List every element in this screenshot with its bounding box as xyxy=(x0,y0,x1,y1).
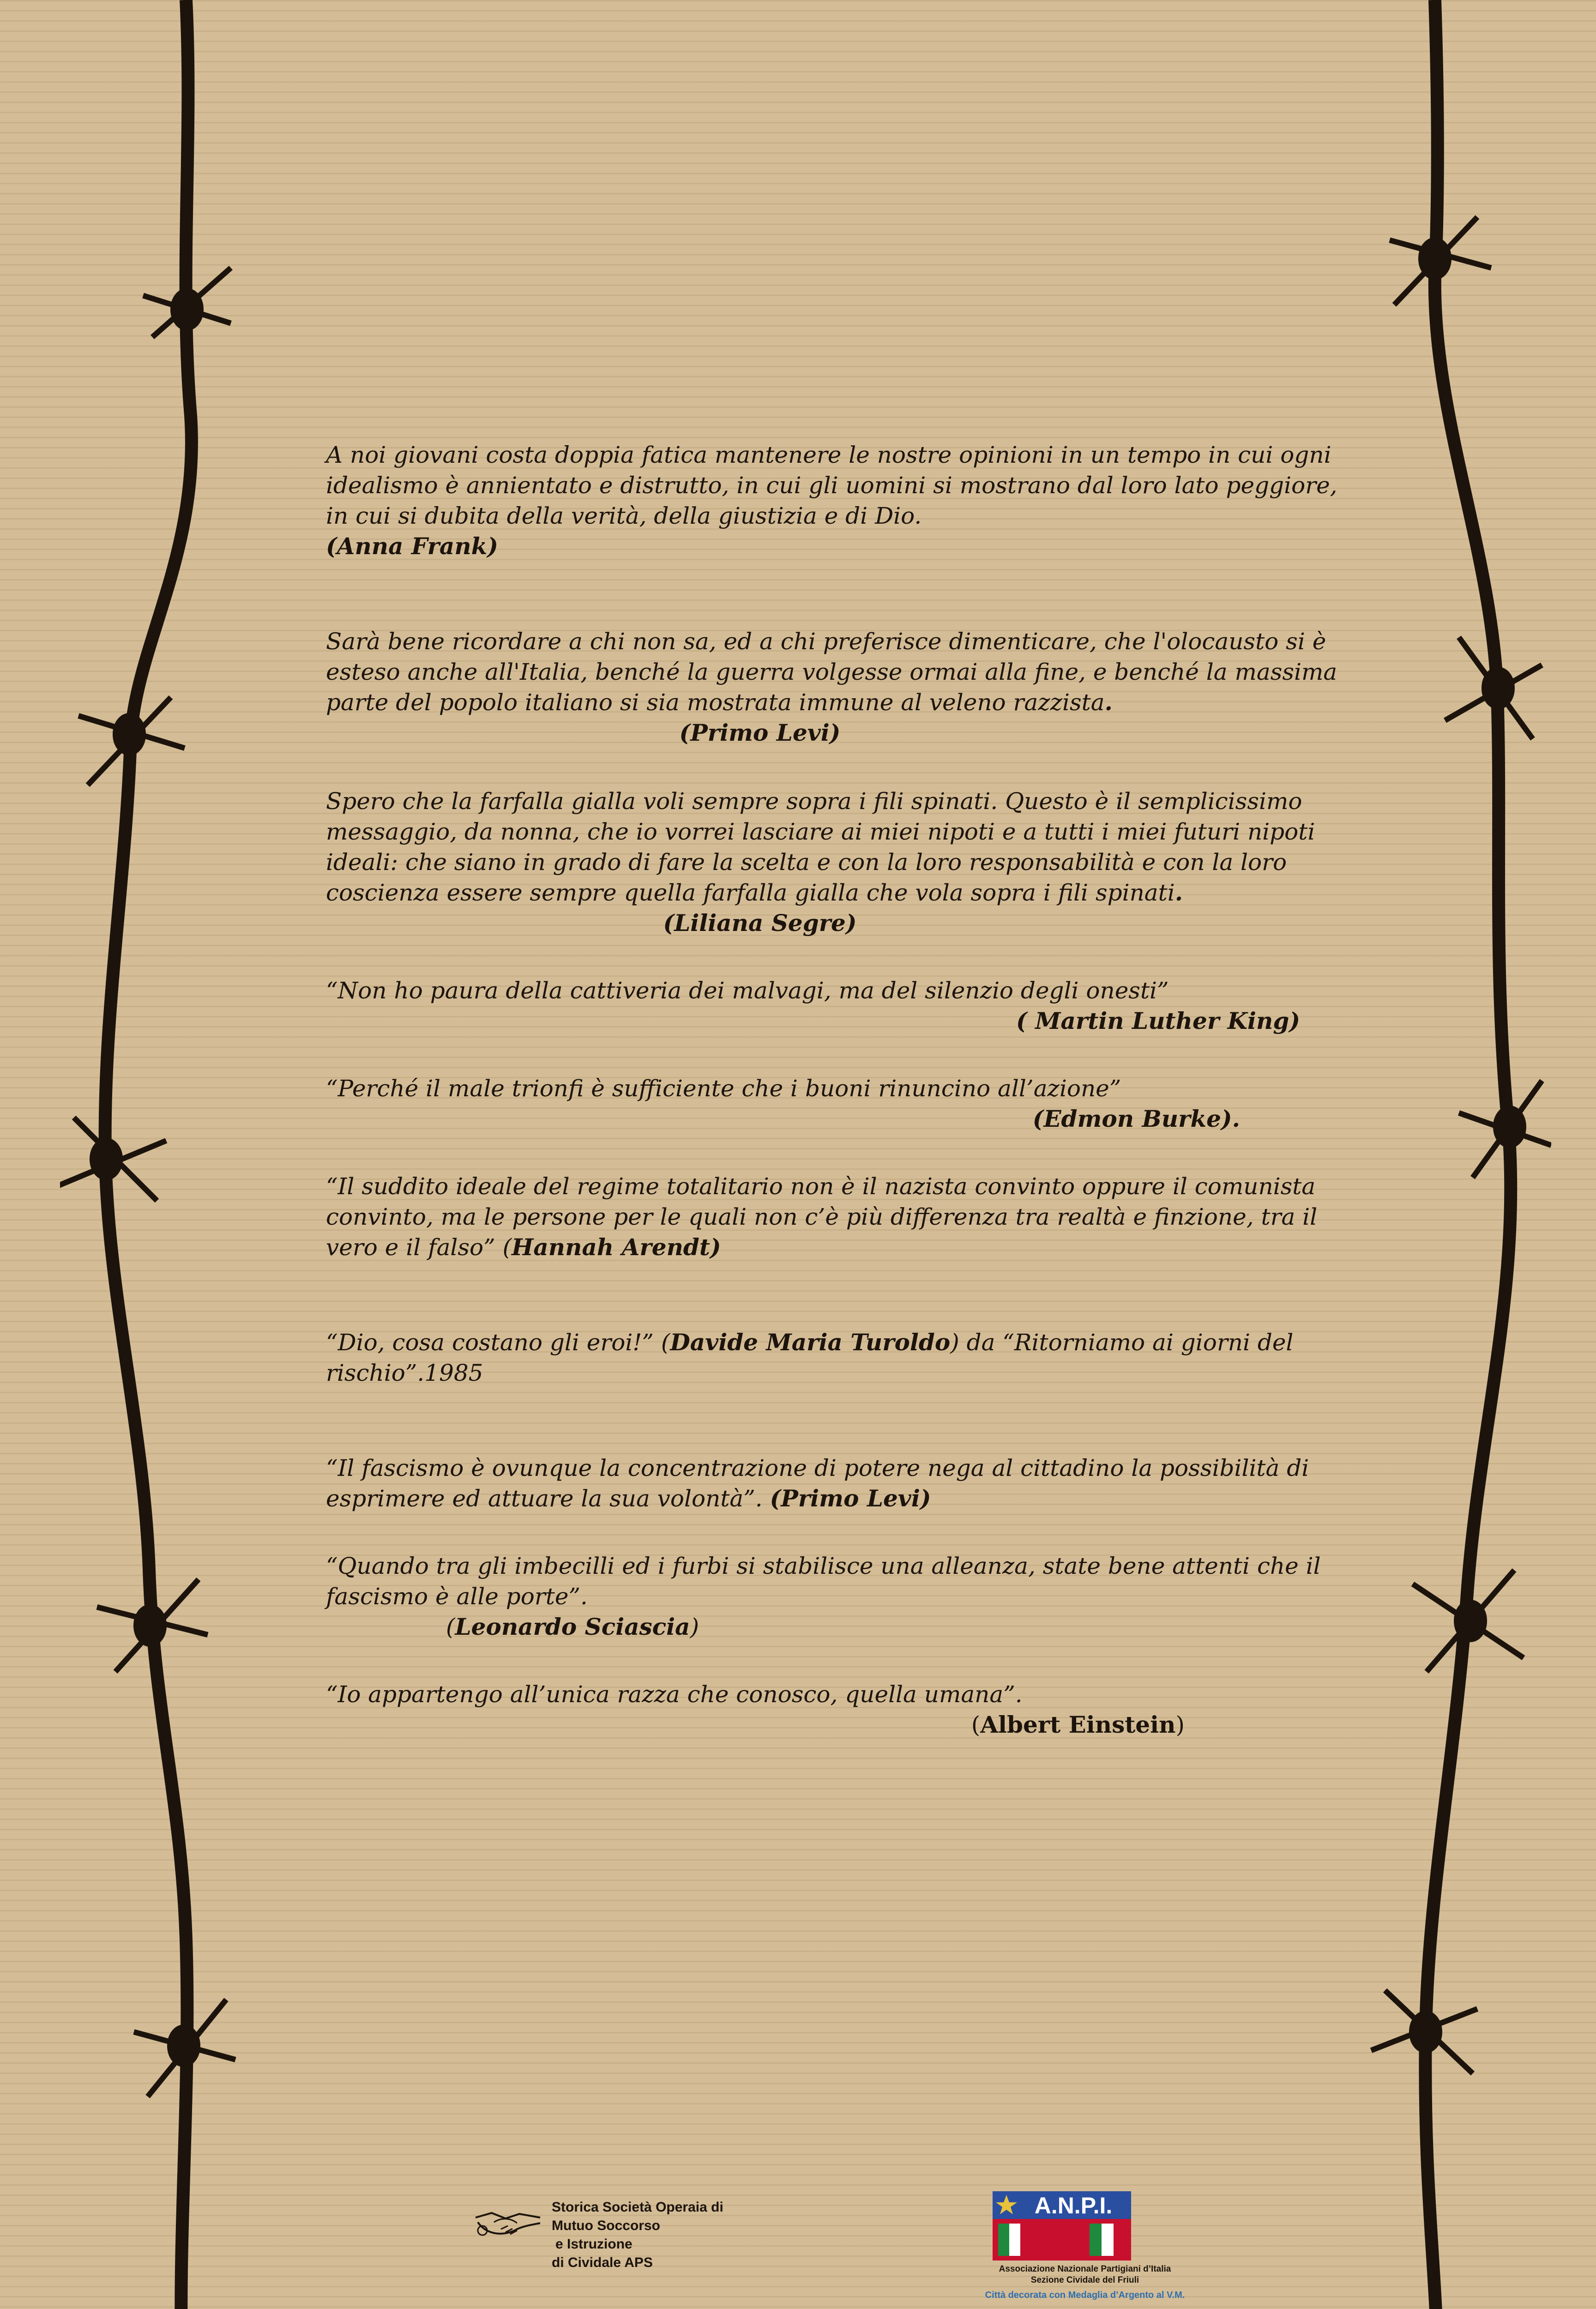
quote-text: A noi giovani costa doppia fatica mantenere le nostre opinioni in un tempo in cui ogni idealismo è annientato e distrutto, in cui gli uomini si mostrano dal loro lato peggiore, in cui si dubita della verità, della giustizia e di Dio. xyxy=(326,441,1337,529)
quote-text: “Perché il male trionfi è sufficiente che i buoni rinuncino all’azione” xyxy=(326,1075,1121,1102)
paren-open: ( xyxy=(446,1614,455,1640)
quote-author: (Liliana Segre) xyxy=(663,909,857,937)
quote-author: Davide Maria Turoldo xyxy=(670,1329,951,1356)
quote-author: Albert Einstein xyxy=(980,1711,1176,1738)
quote-primo-levi-2 xyxy=(326,1453,1360,1514)
quote-author-line xyxy=(326,1710,1360,1740)
quote-text: Spero che la farfalla gialla voli sempre sopra i fili spinati. Questo è il semplicissimo messaggio, da nonna, che io vorrei lasciare ai miei nipoti e a tutti i miei futuri nipoti ideali: che siano in grado di fare la scelta e con la loro responsabilità e con la loro coscienza essere sempre quella farfalla gialla che vola sopra i fili spinati xyxy=(326,788,1315,906)
ssom-line-4: di Cividale APS xyxy=(552,2255,653,2270)
quote-text: “Io appartengo all’unica razza che conosco, quella umana”. xyxy=(326,1681,1023,1708)
quote-text-after: ) da “Ritorniamo ai giorni del rischio”.1985 xyxy=(326,1329,1294,1386)
quote-author: (Anna Frank) xyxy=(326,532,498,560)
ssom-line-2: Mutuo Soccorso xyxy=(552,2218,661,2233)
quote-author: (Edmon Burke). xyxy=(1032,1105,1240,1132)
quote-author-line xyxy=(326,1612,1360,1642)
quote-burke xyxy=(326,1073,1360,1134)
barbed-wire-left xyxy=(60,0,272,2309)
anpi-logo-text: A.N.P.I. xyxy=(1034,2193,1113,2218)
paren-open: ( xyxy=(971,1711,981,1738)
ssom-name xyxy=(552,2198,723,2272)
ssom-line-3: e Istruzione xyxy=(555,2236,632,2252)
quote-primo-levi-1 xyxy=(326,626,1360,748)
quote-einstein xyxy=(326,1679,1360,1740)
quote-author: ( Martin Luther King) xyxy=(1016,1007,1300,1034)
quote-end: . xyxy=(1104,689,1113,716)
anpi-name: Associazione Nazionale Partigiani d’Italia xyxy=(999,2264,1171,2274)
quote-author: (Primo Levi) xyxy=(770,1485,931,1512)
handshake-icon xyxy=(473,2204,542,2241)
paren-close: ) xyxy=(1175,1711,1185,1738)
anpi-logo xyxy=(993,2191,1131,2261)
quote-martin-luther-king xyxy=(326,975,1360,1036)
quote-author: Leonardo Sciascia xyxy=(455,1613,690,1640)
quote-text: “Quando tra gli imbecilli ed i furbi si stabilisce una alleanza, state bene attenti che il fascismo è alle porte”. xyxy=(326,1553,1321,1610)
quote-turoldo xyxy=(326,1327,1360,1388)
anpi-section: Sezione Cividale del Friuli xyxy=(1030,2275,1139,2285)
quote-text-before: “Dio, cosa costano gli eroi!” ( xyxy=(326,1329,670,1356)
quote-text: “Il suddito ideale del regime totalitario non è il nazista convinto oppure il comunista convinto, ma le persone per le quali non c’è più differenza tra realtà e finzione, tra il vero e il falso” ( xyxy=(326,1173,1318,1261)
quotes-block xyxy=(326,440,1360,1740)
quote-text: “Il fascismo è ovunque la concentrazione di potere nega al cittadino la possibilità di esprimere ed attuare la sua volontà”. xyxy=(326,1455,1309,1512)
anpi-block xyxy=(942,2191,1228,2309)
quote-arendt xyxy=(326,1171,1360,1263)
quote-liliana-segre xyxy=(326,786,1360,938)
anpi-medal-note: Città decorata con Medaglia d’Argento al V.M. xyxy=(985,2290,1185,2300)
quote-anna-frank xyxy=(326,440,1360,562)
ssom-line-1: Storica Società Operaia di xyxy=(552,2200,723,2215)
quote-text: Sarà bene ricordare a chi non sa, ed a chi preferisce dimenticare, che l'olocausto si è esteso anche all'Italia, benché la guerra volgesse ormai alla fine, e benché la massima parte del popolo italiano si sia mostrata immune al veleno razzista xyxy=(326,628,1337,716)
quote-end: . xyxy=(1174,879,1183,906)
quote-author: Hannah Arendt) xyxy=(512,1233,721,1261)
barbed-wire-right xyxy=(1339,0,1551,2309)
quote-author: (Primo Levi) xyxy=(679,719,841,746)
quote-sciascia xyxy=(326,1551,1360,1642)
paren-close: ) xyxy=(690,1614,699,1640)
quote-text: “Non ho paura della cattiveria dei malvagi, ma del silenzio degli onesti” xyxy=(326,977,1169,1004)
